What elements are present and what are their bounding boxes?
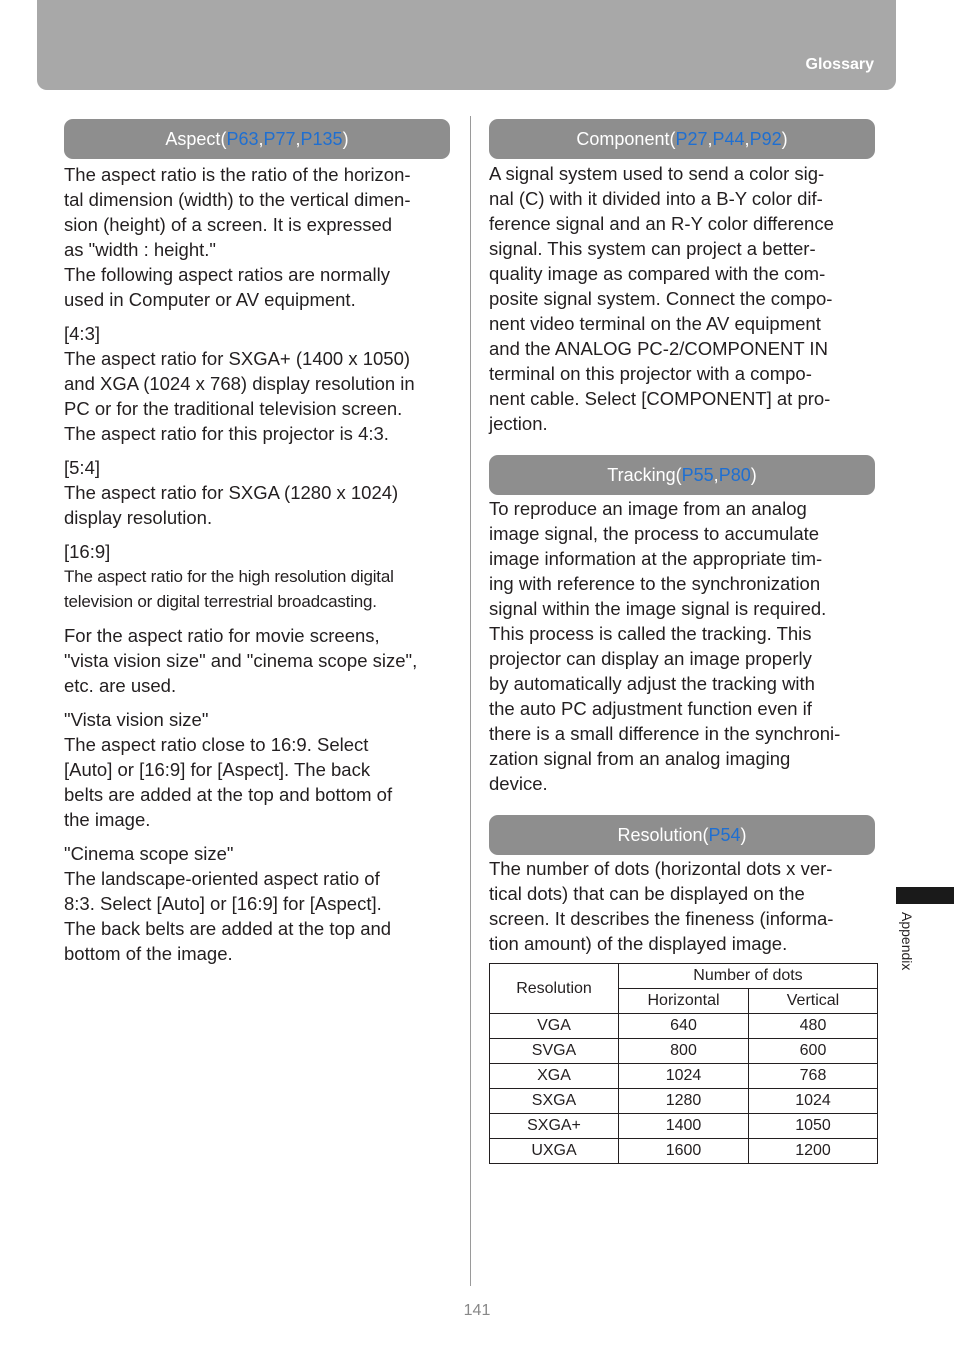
text-line: zation signal from an analog imaging: [489, 748, 791, 769]
text-line: "vista vision size" and "cinema scope size",: [64, 650, 418, 671]
text-line: The back belts are added at the top and: [64, 918, 392, 939]
text-line: projector can display an image properly: [489, 648, 812, 669]
table-header-cell: Horizontal: [619, 989, 749, 1014]
tracking-section-header: [489, 455, 875, 495]
ref-separator: ,: [707, 128, 713, 149]
text-line: ing with reference to the synchronization: [489, 573, 821, 594]
table-header-cell: Vertical: [749, 989, 878, 1014]
text-line: etc. are used.: [64, 675, 177, 696]
text-line: there is a small difference in the synchroni-: [489, 723, 841, 744]
table-cell: 768: [749, 1064, 878, 1089]
text-line: terminal on this projector with a compo-: [489, 363, 812, 384]
table-cell: SVGA: [490, 1039, 619, 1064]
text-line: ference signal and an R-Y color difference: [489, 213, 834, 234]
paren-open: (: [669, 128, 676, 149]
left-column: [64, 119, 450, 966]
text-line: display resolution.: [64, 507, 213, 528]
table-row: [490, 1014, 878, 1039]
component-section-header: [489, 119, 875, 159]
text-line: tical dots) that can be displayed on the: [489, 883, 805, 904]
table-cell: 600: [749, 1039, 878, 1064]
table-cell: SXGA+: [490, 1114, 619, 1139]
text-line: by automatically adjust the tracking with: [489, 673, 815, 694]
table-row: [490, 1139, 878, 1164]
table-cell: 1024: [619, 1064, 749, 1089]
text-line: sion (height) of a screen. It is expressed: [64, 214, 393, 235]
text-line: The aspect ratio close to 16:9. Select: [64, 734, 369, 755]
text-line: signal within the image signal is required.: [489, 598, 827, 619]
table-cell: 800: [619, 1039, 749, 1064]
text-line: The landscape-oriented aspect ratio of: [64, 868, 380, 889]
aspect-vista-paragraph: [64, 707, 450, 832]
table-header-cell: Resolution: [490, 964, 619, 1014]
resolution-title: Resolution: [617, 824, 703, 845]
text-line: To reproduce an image from an analog: [489, 498, 807, 519]
text-line: PC or for the traditional television screen.: [64, 398, 403, 419]
paren-open: (: [220, 128, 227, 149]
text-line: The aspect ratio for this projector is 4:3.: [64, 423, 389, 444]
ref-separator: ,: [744, 128, 750, 149]
paren-close: ): [781, 128, 788, 149]
tracking-ref-link[interactable]: P55: [681, 464, 714, 485]
text-line: A signal system used to send a color sig-: [489, 163, 825, 184]
text-line: nent video terminal on the AV equipment: [489, 313, 821, 334]
aspect-title: Aspect: [165, 128, 221, 149]
column-divider: [470, 116, 471, 1286]
right-column: [489, 119, 878, 1164]
component-title: Component: [576, 128, 670, 149]
table-row: [490, 1114, 878, 1139]
aspect-16-9-paragraph: [64, 539, 450, 614]
aspect-cinema-paragraph: [64, 841, 450, 966]
component-paragraph: [489, 161, 878, 436]
aspect-5-4-paragraph: [64, 455, 450, 530]
text-line: tal dimension (width) to the vertical dimen-: [64, 189, 411, 210]
text-line: as "width : height.": [64, 239, 216, 260]
text-line: the auto PC adjustment function even if: [489, 698, 812, 719]
text-line: used in Computer or AV equipment.: [64, 289, 356, 310]
ref-separator: ,: [258, 128, 264, 149]
table-row: [490, 1064, 878, 1089]
table-cell: 480: [749, 1014, 878, 1039]
text-line: [Auto] or [16:9] for [Aspect]. The back: [64, 759, 371, 780]
text-line: The aspect ratio is the ratio of the horizon-: [64, 164, 411, 185]
table-cell: 640: [619, 1014, 749, 1039]
table-cell: 1050: [749, 1114, 878, 1139]
text-line: nent cable. Select [COMPONENT] at pro-: [489, 388, 831, 409]
paren-open: (: [675, 464, 682, 485]
ref-separator: ,: [295, 128, 301, 149]
ref-separator: ,: [713, 464, 719, 485]
resolution-ref-link[interactable]: P54: [708, 824, 741, 845]
resolution-table: [489, 963, 878, 1164]
text-line: device.: [489, 773, 548, 794]
text-line: tion amount) of the displayed image.: [489, 933, 788, 954]
text-line: television or digital terrestrial broadcasting.: [64, 592, 377, 611]
resolution-paragraph: [489, 856, 878, 956]
tracking-title: Tracking: [607, 464, 676, 485]
resolution-section-header: [489, 815, 875, 855]
text-line: and the ANALOG PC-2/COMPONENT IN: [489, 338, 828, 359]
component-ref-link[interactable]: P92: [749, 128, 782, 149]
table-cell: 1600: [619, 1139, 749, 1164]
component-ref-link[interactable]: P44: [712, 128, 745, 149]
table-cell: SXGA: [490, 1089, 619, 1114]
text-line: For the aspect ratio for movie screens,: [64, 625, 380, 646]
table-row: [490, 1089, 878, 1114]
table-cell: VGA: [490, 1014, 619, 1039]
page-header: [37, 0, 896, 90]
table-header-row: [490, 964, 878, 989]
text-line: 8:3. Select [Auto] or [16:9] for [Aspect].: [64, 893, 382, 914]
header-title: Glossary: [805, 56, 874, 73]
text-line: screen. It describes the fineness (informa-: [489, 908, 834, 929]
paren-open: (: [702, 824, 709, 845]
text-line: [16:9]: [64, 541, 111, 562]
page-number: 141: [463, 1302, 491, 1319]
text-line: The following aspect ratios are normally: [64, 264, 390, 285]
appendix-tab-marker: [896, 887, 954, 904]
text-line: The aspect ratio for the high resolution digital: [64, 567, 394, 586]
aspect-section-header: [64, 119, 450, 159]
table-cell: 1200: [749, 1139, 878, 1164]
paren-close: ): [342, 128, 349, 149]
text-line: signal. This system can project a better-: [489, 238, 816, 259]
table-cell: XGA: [490, 1064, 619, 1089]
text-line: [4:3]: [64, 323, 100, 344]
text-line: jection.: [489, 413, 548, 434]
table-cell: 1400: [619, 1114, 749, 1139]
table-header-cell: Number of dots: [619, 964, 878, 989]
text-line: the image.: [64, 809, 151, 830]
text-line: nal (C) with it divided into a B-Y color dif-: [489, 188, 823, 209]
text-line: belts are added at the top and bottom of: [64, 784, 393, 805]
table-cell: UXGA: [490, 1139, 619, 1164]
table-row: [490, 1039, 878, 1064]
text-line: image information at the appropriate tim-: [489, 548, 823, 569]
text-line: [5:4]: [64, 457, 100, 478]
aspect-ref-link[interactable]: P77: [263, 128, 296, 149]
table-cell: 1280: [619, 1089, 749, 1114]
aspect-ref-link[interactable]: P63: [226, 128, 259, 149]
component-ref-link[interactable]: P27: [675, 128, 708, 149]
text-line: image signal, the process to accumulate: [489, 523, 820, 544]
text-line: bottom of the image.: [64, 943, 233, 964]
text-line: and XGA (1024 x 768) display resolution in: [64, 373, 415, 394]
text-line: The aspect ratio for SXGA+ (1400 x 1050): [64, 348, 411, 369]
appendix-side-label: Appendix: [899, 912, 915, 971]
aspect-intro-paragraph: [64, 162, 450, 312]
aspect-movie-paragraph: [64, 623, 450, 698]
paren-close: ): [750, 464, 757, 485]
paren-close: ): [740, 824, 747, 845]
text-line: The aspect ratio for SXGA (1280 x 1024): [64, 482, 399, 503]
tracking-ref-link[interactable]: P80: [718, 464, 751, 485]
table-cell: 1024: [749, 1089, 878, 1114]
text-line: posite signal system. Connect the compo-: [489, 288, 833, 309]
text-line: quality image as compared with the com-: [489, 263, 826, 284]
text-line: The number of dots (horizontal dots x ver-: [489, 858, 833, 879]
text-line: "Vista vision size": [64, 709, 209, 730]
tracking-paragraph: [489, 496, 878, 796]
aspect-4-3-paragraph: [64, 321, 450, 446]
text-line: This process is called the tracking. This: [489, 623, 812, 644]
text-line: "Cinema scope size": [64, 843, 234, 864]
aspect-ref-link[interactable]: P135: [300, 128, 343, 149]
